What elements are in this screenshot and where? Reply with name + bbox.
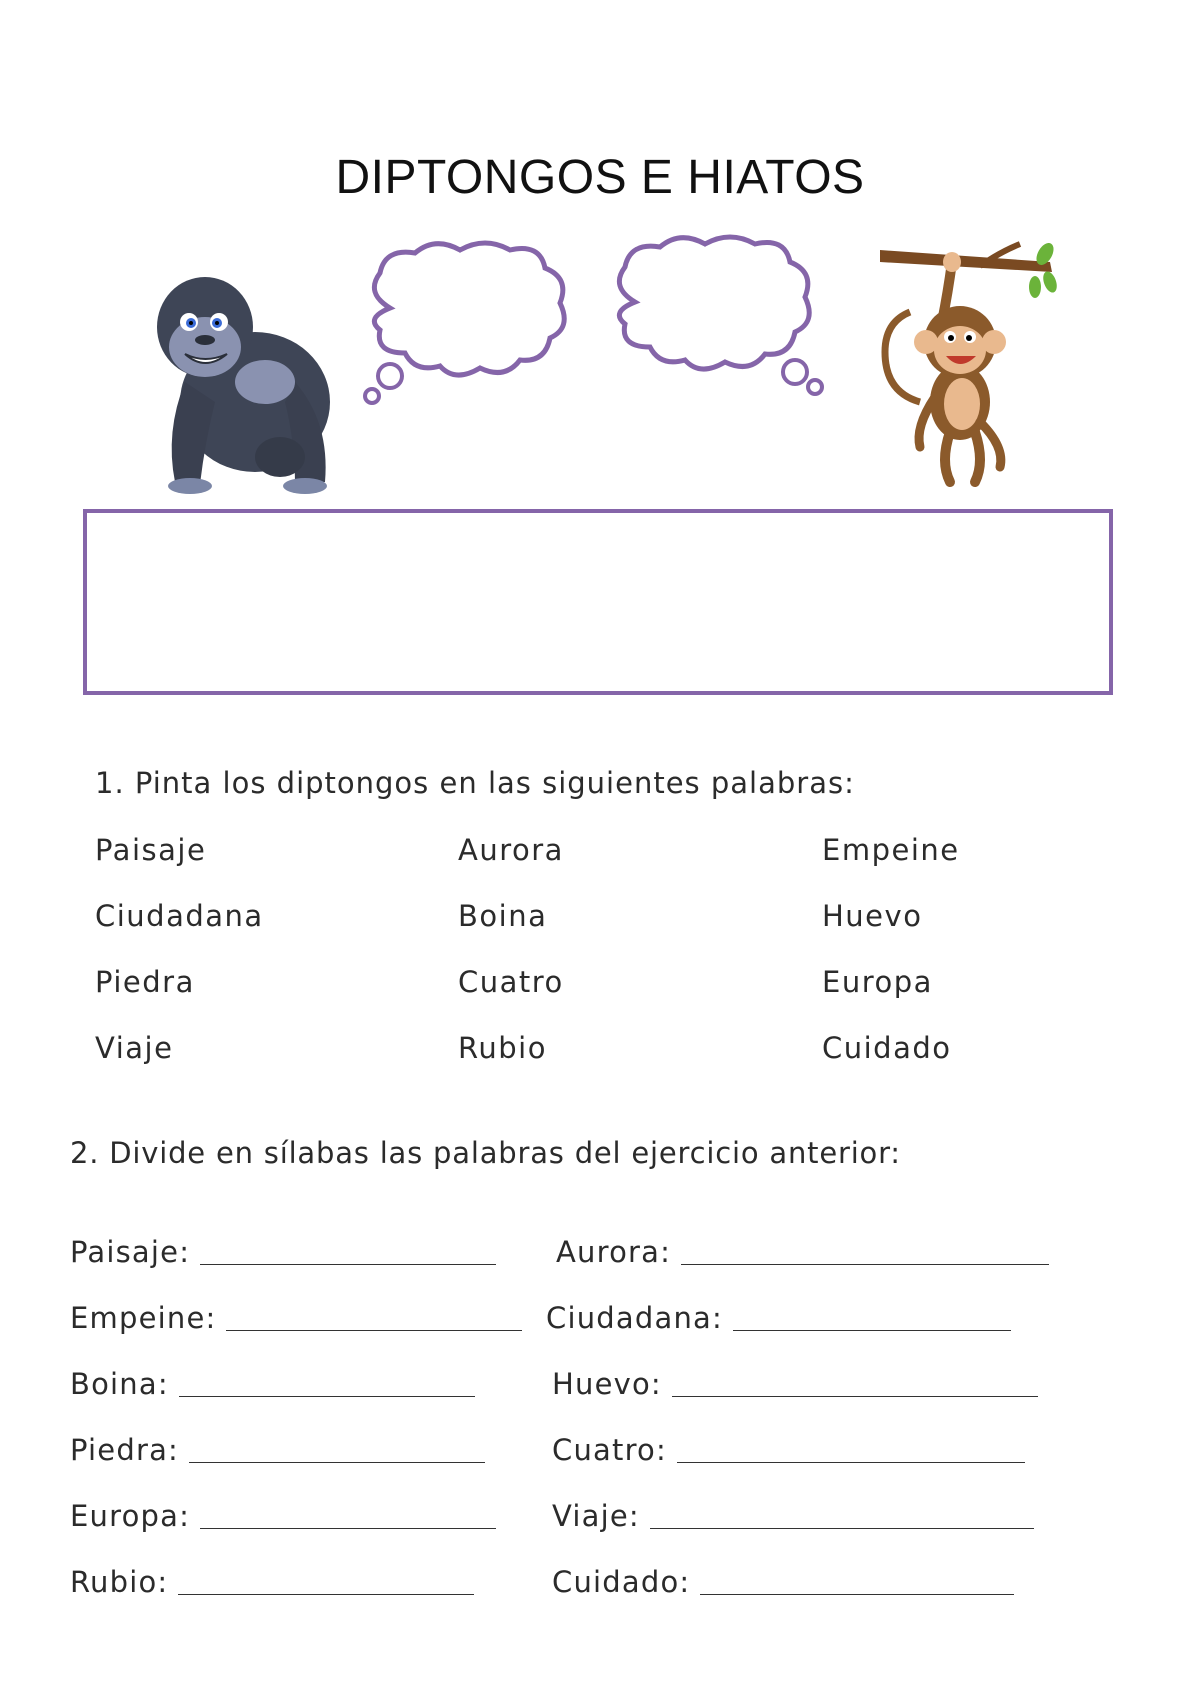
answer-line[interactable] bbox=[672, 1395, 1038, 1397]
answer-line[interactable] bbox=[189, 1461, 485, 1463]
answer-row[interactable] bbox=[70, 1367, 475, 1401]
answer-label: Viaje: bbox=[552, 1499, 640, 1533]
answer-line[interactable] bbox=[681, 1263, 1049, 1265]
answer-label: Huevo: bbox=[552, 1367, 662, 1401]
answer-row[interactable] bbox=[552, 1433, 1025, 1467]
gorilla-illustration bbox=[145, 272, 345, 497]
answer-line[interactable] bbox=[226, 1329, 522, 1331]
word-item[interactable]: Boina bbox=[458, 899, 548, 933]
word-item[interactable]: Cuidado bbox=[822, 1031, 952, 1065]
word-item[interactable]: Ciudadana bbox=[95, 899, 264, 933]
word-item[interactable]: Europa bbox=[822, 965, 933, 999]
exercise1-title: 1. Pinta los diptongos en las siguientes palabras: bbox=[95, 766, 855, 800]
word-item[interactable]: Paisaje bbox=[95, 833, 207, 867]
thought-bubble-left bbox=[360, 238, 575, 413]
answer-line[interactable] bbox=[178, 1593, 474, 1595]
answer-row[interactable] bbox=[70, 1499, 496, 1533]
answer-label: Paisaje: bbox=[70, 1235, 191, 1269]
answer-label: Ciudadana: bbox=[546, 1301, 723, 1335]
answer-line[interactable] bbox=[677, 1461, 1025, 1463]
answer-label: Europa: bbox=[70, 1499, 191, 1533]
answer-label: Piedra: bbox=[70, 1433, 180, 1467]
answer-label: Boina: bbox=[70, 1367, 169, 1401]
answer-label: Empeine: bbox=[70, 1301, 217, 1335]
answer-row[interactable] bbox=[70, 1433, 485, 1467]
answer-row[interactable] bbox=[552, 1499, 1034, 1533]
answer-line[interactable] bbox=[179, 1395, 475, 1397]
answer-line[interactable] bbox=[200, 1263, 496, 1265]
word-item[interactable]: Empeine bbox=[822, 833, 960, 867]
word-item[interactable]: Cuatro bbox=[458, 965, 564, 999]
answer-label: Aurora: bbox=[556, 1235, 672, 1269]
answer-line[interactable] bbox=[200, 1527, 496, 1529]
answer-box[interactable] bbox=[83, 509, 1113, 695]
word-item[interactable]: Rubio bbox=[458, 1031, 547, 1065]
exercise2-title: 2. Divide en sílabas las palabras del ejercicio anterior: bbox=[70, 1136, 901, 1170]
answer-row[interactable] bbox=[552, 1565, 1014, 1599]
word-item[interactable]: Aurora bbox=[458, 833, 564, 867]
monkey-illustration bbox=[880, 232, 1060, 492]
answer-row[interactable] bbox=[70, 1301, 522, 1335]
word-item[interactable]: Piedra bbox=[95, 965, 195, 999]
answer-line[interactable] bbox=[650, 1527, 1034, 1529]
answer-label: Cuidado: bbox=[552, 1565, 691, 1599]
answer-row[interactable] bbox=[70, 1235, 496, 1269]
answer-row[interactable] bbox=[556, 1235, 1049, 1269]
answer-row[interactable] bbox=[552, 1367, 1038, 1401]
answer-label: Cuatro: bbox=[552, 1433, 667, 1467]
answer-row[interactable] bbox=[70, 1565, 474, 1599]
answer-line[interactable] bbox=[733, 1329, 1011, 1331]
answer-row[interactable] bbox=[546, 1301, 1011, 1335]
page-title: DIPTONGOS E HIATOS bbox=[335, 151, 865, 204]
word-item[interactable]: Viaje bbox=[95, 1031, 174, 1065]
answer-line[interactable] bbox=[700, 1593, 1014, 1595]
thought-bubble-right bbox=[605, 232, 835, 407]
answer-label: Rubio: bbox=[70, 1565, 169, 1599]
word-item[interactable]: Huevo bbox=[822, 899, 923, 933]
